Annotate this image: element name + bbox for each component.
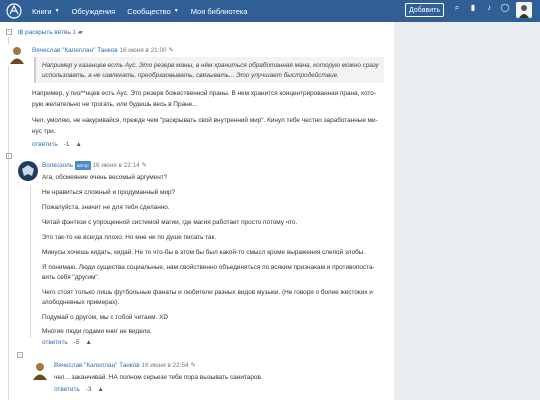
top-navigation-bar <box>0 0 540 22</box>
edit-icon[interactable]: ✎ <box>190 362 196 369</box>
thread-line <box>8 37 9 400</box>
comment-date: 16 июня в 21:00 <box>119 47 167 54</box>
comment-header <box>54 361 196 370</box>
quoted-text: Например у казанцев есть Аус. Это резерв маны, в нём храниться обработанная мана, которую можно сразу использовать, а не извлекать, преобразовывать, связывать... Это улучшает быстродействие. <box>34 57 384 83</box>
comment-score: -3 <box>85 386 92 393</box>
expand-branch-link[interactable]: ⊞ раскрыть ветвь 1 ▰ <box>18 29 83 36</box>
comment-author[interactable]: Вячеслав "Капеллан" Танков <box>32 47 118 54</box>
comment-count-icon: ▰ <box>77 29 83 36</box>
author-avatar[interactable] <box>17 160 39 182</box>
comment-score: -1 <box>63 141 70 148</box>
nav-community[interactable]: Сообщество ▼ <box>127 6 179 16</box>
author-avatar[interactable] <box>29 360 51 382</box>
nav-my-library[interactable]: Моя библиотека <box>190 6 248 16</box>
comment-text: Чего стоят только лишь футбольные фанаты и любители разных видов музыки. (Не говоря о более жестоких и <box>42 289 373 296</box>
comment-header <box>32 46 174 55</box>
search-icon[interactable]: ⌕ <box>454 3 460 12</box>
site-logo-icon[interactable] <box>6 3 22 19</box>
comment-text: Минусы хочешь кидать, кидай. Не то что-бы в этом бы был какой-то смысл кроме выражения слепой злобы. <box>42 249 366 256</box>
vote-icon[interactable]: ▲ <box>85 339 92 346</box>
vote-icon[interactable]: ▲ <box>97 386 104 393</box>
comment-text: Это так-то не всегда плохо. Но мне не по душе писать так. <box>42 234 217 241</box>
comment-text: чел... заканчивай. НА полном серьезе тебе пора вызывать санитаров. <box>54 374 263 381</box>
comment-text: Чел, умоляю, не накуривайся, прежде чем "раскрывать свой внутренний мир". Кинул тебе честно заработанные ми- <box>32 117 378 124</box>
author-badge: автор <box>76 163 89 168</box>
comment-author[interactable]: Волкозоль <box>42 162 74 170</box>
comment-date: 16 июня в 22:14 <box>92 162 140 170</box>
comment-text: Не нравиться сложный и продуманный мир? <box>42 189 176 196</box>
comment-actions <box>42 339 92 346</box>
messages-icon[interactable]: ◯ <box>500 3 510 12</box>
comment-date: 16 июня в 22:54 <box>141 362 189 369</box>
comment-text: вить себя "другим". <box>42 274 100 281</box>
nav-books[interactable]: Книги ▼ <box>32 6 60 16</box>
notifications-icon[interactable]: ♪ <box>487 3 491 12</box>
comment-text: нус три. <box>32 128 56 135</box>
collapse-toggle[interactable]: − <box>18 352 22 358</box>
comment-header <box>42 161 147 170</box>
nav-discussions[interactable]: Обсуждения <box>71 6 116 16</box>
comment-text: злободневных примерах). <box>42 299 120 306</box>
add-button[interactable]: Добавить <box>405 3 444 17</box>
comment-text: Ага, обсмеяние очень весомый аргумент? <box>42 174 168 181</box>
bookmark-icon[interactable]: ▮ <box>470 3 476 12</box>
comment-text: Подумай о другом, мы с тобой читаем. XD <box>42 314 168 321</box>
reply-link[interactable]: ответить <box>54 386 80 393</box>
comment-text: Например, у пиз**нцев есть Аус. Это резерв божественной праны. В нем хранится концентрированная прана, кото- <box>32 90 376 97</box>
comment-actions <box>54 386 104 393</box>
reply-link[interactable]: ответить <box>42 339 68 346</box>
author-avatar[interactable] <box>6 44 28 66</box>
comment-actions <box>32 141 82 148</box>
collapse-toggle[interactable]: − <box>7 29 11 35</box>
reply-link[interactable]: ответить <box>32 141 58 148</box>
comment-author[interactable]: Вячеслав "Капеллан" Танков <box>54 362 140 369</box>
comment-score: -5 <box>73 339 80 346</box>
expand-icon: ⊞ <box>18 29 24 36</box>
comment-text: Читай фэнтези с упрощенной системой магии, где магия работает просто потому что. <box>42 219 298 226</box>
collapse-toggle[interactable]: − <box>7 153 11 159</box>
comment-text: Я понимаю. Люди существа социальные, нам свойственно объединяться по всяким признакам и противопоста- <box>42 264 375 271</box>
comment-text: Многие люди годами книг не видели. <box>42 328 152 335</box>
thread-line <box>30 186 31 338</box>
user-avatar[interactable] <box>516 2 532 18</box>
edit-icon[interactable]: ✎ <box>141 162 147 170</box>
edit-icon[interactable]: ✎ <box>168 47 174 54</box>
right-sidebar <box>397 22 540 400</box>
comment-text: Пожалуйста, значит не для тебя сделанно. <box>42 204 170 211</box>
vote-icon[interactable]: ▲ <box>75 141 82 148</box>
comment-text: рую желательно не трогать, или будешь весь в Пране... <box>32 101 198 108</box>
